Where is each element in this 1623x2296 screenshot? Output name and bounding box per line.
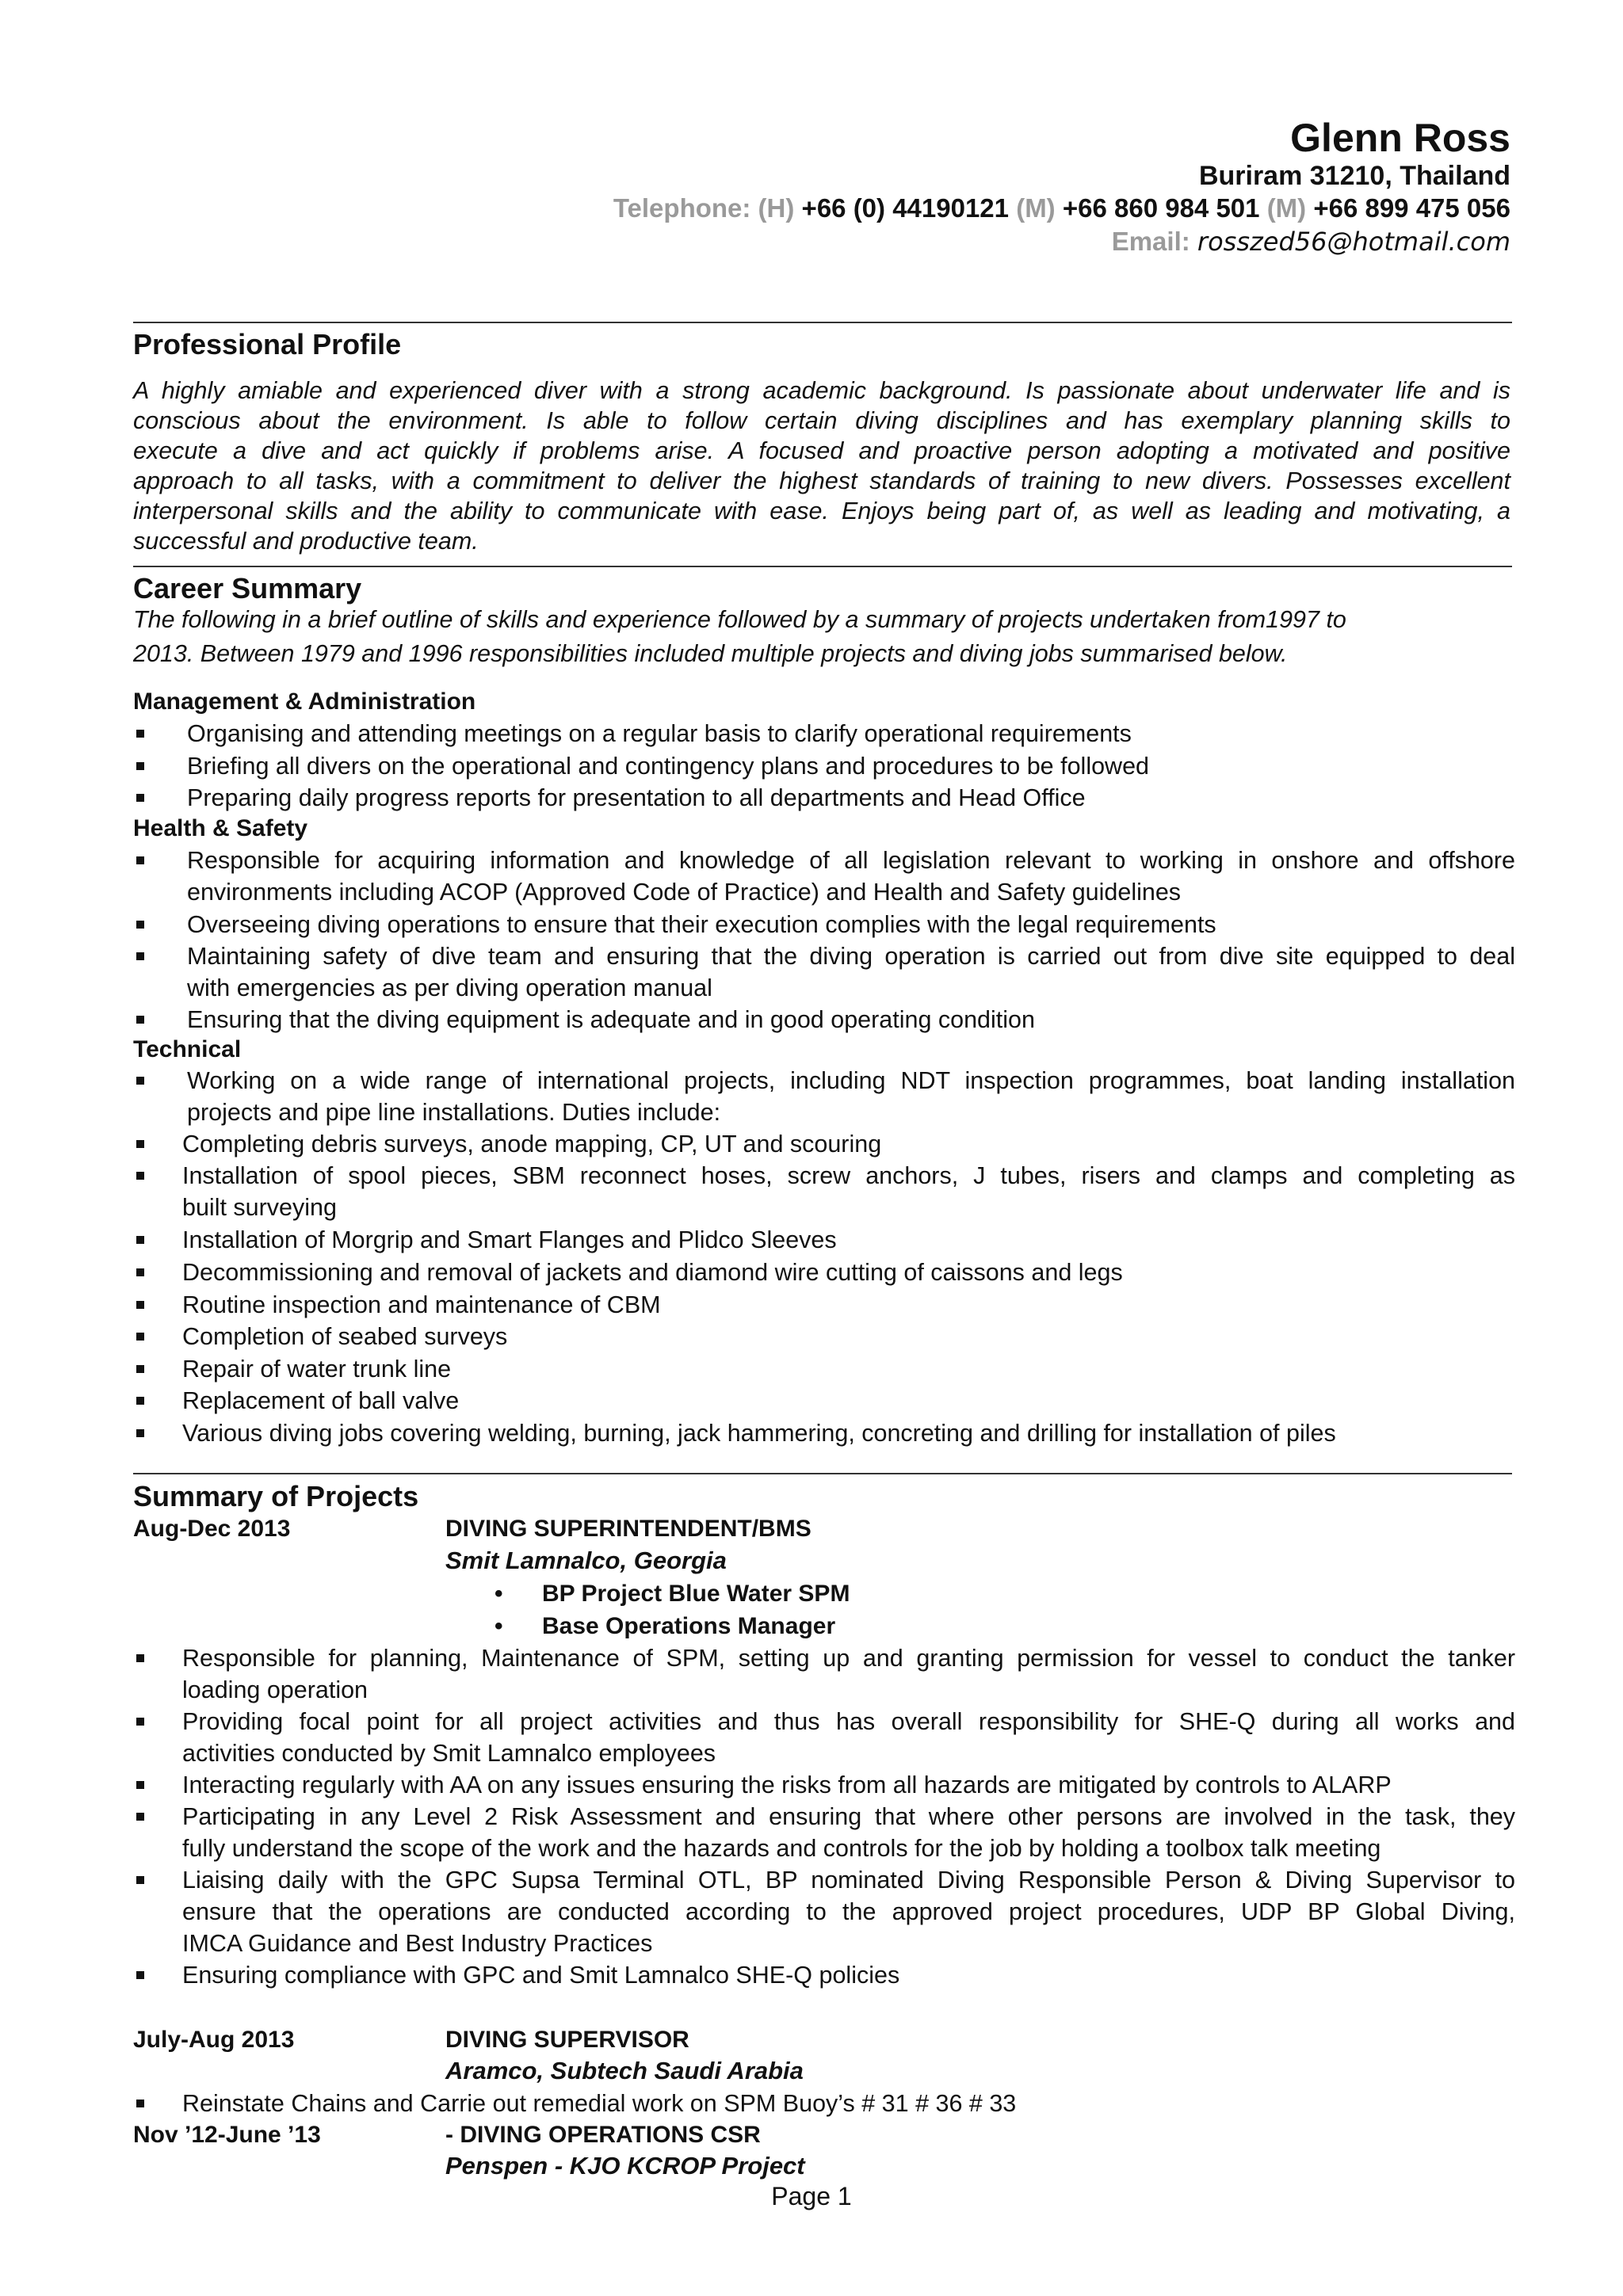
profile-line: successful and productive team. (133, 528, 479, 555)
bullet-dot-icon: • (495, 1581, 503, 1607)
bullet-square-icon (136, 1268, 144, 1276)
telephone-home: +66 (0) 44190121 (801, 193, 1010, 223)
bullet-square-icon (136, 1333, 144, 1341)
telephone-line (613, 193, 1510, 224)
email-label: Email: (1111, 227, 1190, 256)
bullet-square-icon (136, 2100, 144, 2107)
mobile-label: (M) (1266, 193, 1307, 223)
bullet-square-icon (136, 794, 144, 802)
section-divider (133, 1473, 1512, 1474)
email-line (1112, 225, 1510, 258)
subsection-title: Technical (133, 1036, 242, 1062)
resume-page: Glenn Ross Buriram 31210, Thailand Telephone: (H) +66 (0) 44190121 (M) +66 860 984 501 (M) +66 899 475 056 Email: rosszed56@hotmail.com Professional Profile A highly amiable and experienced diver with a strong academic background. Is passionate about underwater life and is conscious about the environment. Is able to follow certain diving disciplines and has exemplary planning skills to execute a dive and act quickly if problems arise. A focused and proactive person adopting a motivated and positive approach to all tasks, with a commitment to deliver the highest standards of training to new divers. Possesses excellent interpersonal skills and the ability to communicate with ease. Enjoys being part of, as well as leading and motivating, a successful and productive team. Career Summary The following in a brief outline of skills and experience followed by a summary of projects undertaken from1997 to 2013. Between 1979 and 1996 responsibilities included multiple projects and diving jobs summarised below. Management & Administration Organising and attending meetings on a regular basis to clarify operational requirements Briefing all divers on the operational and contingency plans and procedures to be followed Preparing daily progress reports for presentation to all departments and Head Office Health & Safety Responsible for acquiring information and knowledge of all legislation relevant to working in onshore and offshore environments including ACOP (Approved Code of Practice) and Health and Safety guidelines Overseeing diving operations to ensure that their execution complies with the legal requirements Maintaining safety of dive team and ensuring that the diving operation is carried out from dive site equipped to deal with emergencies as per diving operation manual Ensuring that the diving equipment is adequate and in good operating condition Technical Working on a wide range of international projects, including NDT inspection programmes, boat landing installation projects and pipe line installations. Duties include: Completing debris surveys, anode mapping, CP, UT and scouring Installation of spool pieces, SBM reconnect hoses, screw anchors, J tubes, risers and clamps and completing as built surveying Installation of Morgrip and Smart Flanges and Plidco Sleeves Decommissioning and removal of jackets and diamond wire cutting of caissons and legs Routine inspection and maintenance of CBM Completion of seabed surveys Repair of water trunk line Replacement of ball valve Various diving jobs covering welding, burning, jack hammering, concreting and drilling for installation of piles Summary of Projects Aug-Dec 2013 DIVING SUPERINTENDENT/BMS Smit Lamnalco, Georgia • BP Project Blue Water SPM • Base Operations Manager Responsible for planning, Maintenance of SPM, setting up and granting permission for vessel to conduct the tanker loading operation Providing focal point for all project activities and thus has overall responsibility for SHE-Q during all works and activities conducted by Smit Lamnalco employees Interacting regularly with AA on any issues ensuring the risks from all hazards are mitigated by controls to ALARP Participating in any Level 2 Risk Assessment and ensuring that where other persons are involved in the task, they fully understand the scope of the work and the hazards and controls for the job by holding a toolbox talk meeting Liaising daily with the GPC Supsa Terminal OTL, BP nominated Diving Responsible Person & Diving Supervisor to ensure that the operations are conducted according to the approved project procedures, UDP BP Global Diving, IMCA Guidance and Best Industry Practices Ensuring compliance with GPC and Smit Lamnalco SHE-Q policies July-Aug 2013 DIVING SUPERVISOR Aramco, Subtech Saudi Arabia Reinstate Chains and Carrie out remedial work on SPM Buoy’s # 31 # 36 # 33 Nov ’12-June ’13 - DIVING OPERATIONS CSR Penspen - KJO KCROP Project Page 1 (0, 0, 1623, 2296)
bullet-square-icon (136, 1301, 144, 1309)
section-divider (133, 322, 1512, 323)
profile-line: A highly amiable and experienced diver with a strong academic background. Is passionate about underwater life and is (133, 377, 1510, 404)
subsection-title: Health & Safety (133, 815, 308, 841)
bullet-square-icon (136, 921, 144, 929)
bullet-square-icon (136, 1077, 144, 1085)
project-title: - DIVING OPERATIONS CSR (445, 2122, 761, 2148)
project-company: Aramco, Subtech Saudi Arabia (445, 2057, 804, 2084)
mobile-label: (M) (1016, 193, 1056, 223)
bullet-square-icon (136, 1781, 144, 1789)
bullet-dot-icon: • (495, 1613, 503, 1639)
subsection-title: Management & Administration (133, 688, 476, 715)
section-heading: Career Summary (133, 572, 362, 605)
career-intro-line: The following in a brief outline of skills and experience followed by a summary of projects undertaken from1997 to (133, 606, 1346, 633)
bullet-square-icon (136, 856, 144, 864)
bullet-square-icon (136, 1876, 144, 1884)
bullet-square-icon (136, 1236, 144, 1244)
bullet-square-icon (136, 1654, 144, 1662)
telephone-label: Telephone: (H) (613, 193, 795, 223)
bullet-square-icon (136, 1429, 144, 1437)
project-date: Nov ’12-June ’13 (133, 2122, 321, 2148)
address: Buriram 31210, Thailand (1198, 161, 1510, 191)
bullet-square-icon (136, 762, 144, 770)
project-company: Smit Lamnalco, Georgia (445, 1547, 727, 1574)
project-date: July-Aug 2013 (133, 2027, 295, 2053)
candidate-name: Glenn Ross (1290, 116, 1510, 160)
bullet-square-icon (136, 1172, 144, 1180)
project-title: DIVING SUPERINTENDENT/BMS (445, 1516, 812, 1542)
profile-paragraph (133, 376, 1510, 556)
bullet-square-icon (136, 952, 144, 960)
email-address: rosszed56@hotmail.com (1197, 227, 1510, 257)
mobile-number: +66 860 984 501 (1062, 193, 1260, 223)
section-divider (133, 566, 1512, 567)
bullet-square-icon (136, 1971, 144, 1979)
bullet-square-icon (136, 1016, 144, 1024)
bullet-square-icon (136, 1718, 144, 1726)
mobile-number: +66 899 475 056 (1313, 193, 1510, 223)
profile-line: execute a dive and act quickly if problems arise. A focused and proactive person adopting a motivated and positive (133, 437, 1510, 464)
profile-line: approach to all tasks, with a commitment to deliver the highest standards of training to new divers. Possesses excellent (133, 467, 1510, 494)
career-intro-line: 2013. Between 1979 and 1996 responsibilities included multiple projects and diving jobs summarised below. (133, 640, 1288, 667)
project-company: Penspen - KJO KCROP Project (445, 2152, 805, 2180)
project-title: DIVING SUPERVISOR (445, 2027, 689, 2053)
profile-line: conscious about the environment. Is able to follow certain diving disciplines and has exemplary planning skills to (133, 407, 1510, 434)
section-heading: Summary of Projects (133, 1480, 419, 1512)
bullet-square-icon (136, 1397, 144, 1405)
bullet-square-icon (136, 730, 144, 738)
project-date: Aug-Dec 2013 (133, 1516, 291, 1542)
profile-line: interpersonal skills and the ability to communicate with ease. Enjoys being part of, as well as leading and motivating, a (133, 498, 1510, 524)
page-number: Page 1 (771, 2182, 852, 2210)
bullet-square-icon (136, 1140, 144, 1148)
bullet-square-icon (136, 1813, 144, 1821)
section-heading: Professional Profile (133, 328, 402, 360)
bullet-square-icon (136, 1365, 144, 1373)
